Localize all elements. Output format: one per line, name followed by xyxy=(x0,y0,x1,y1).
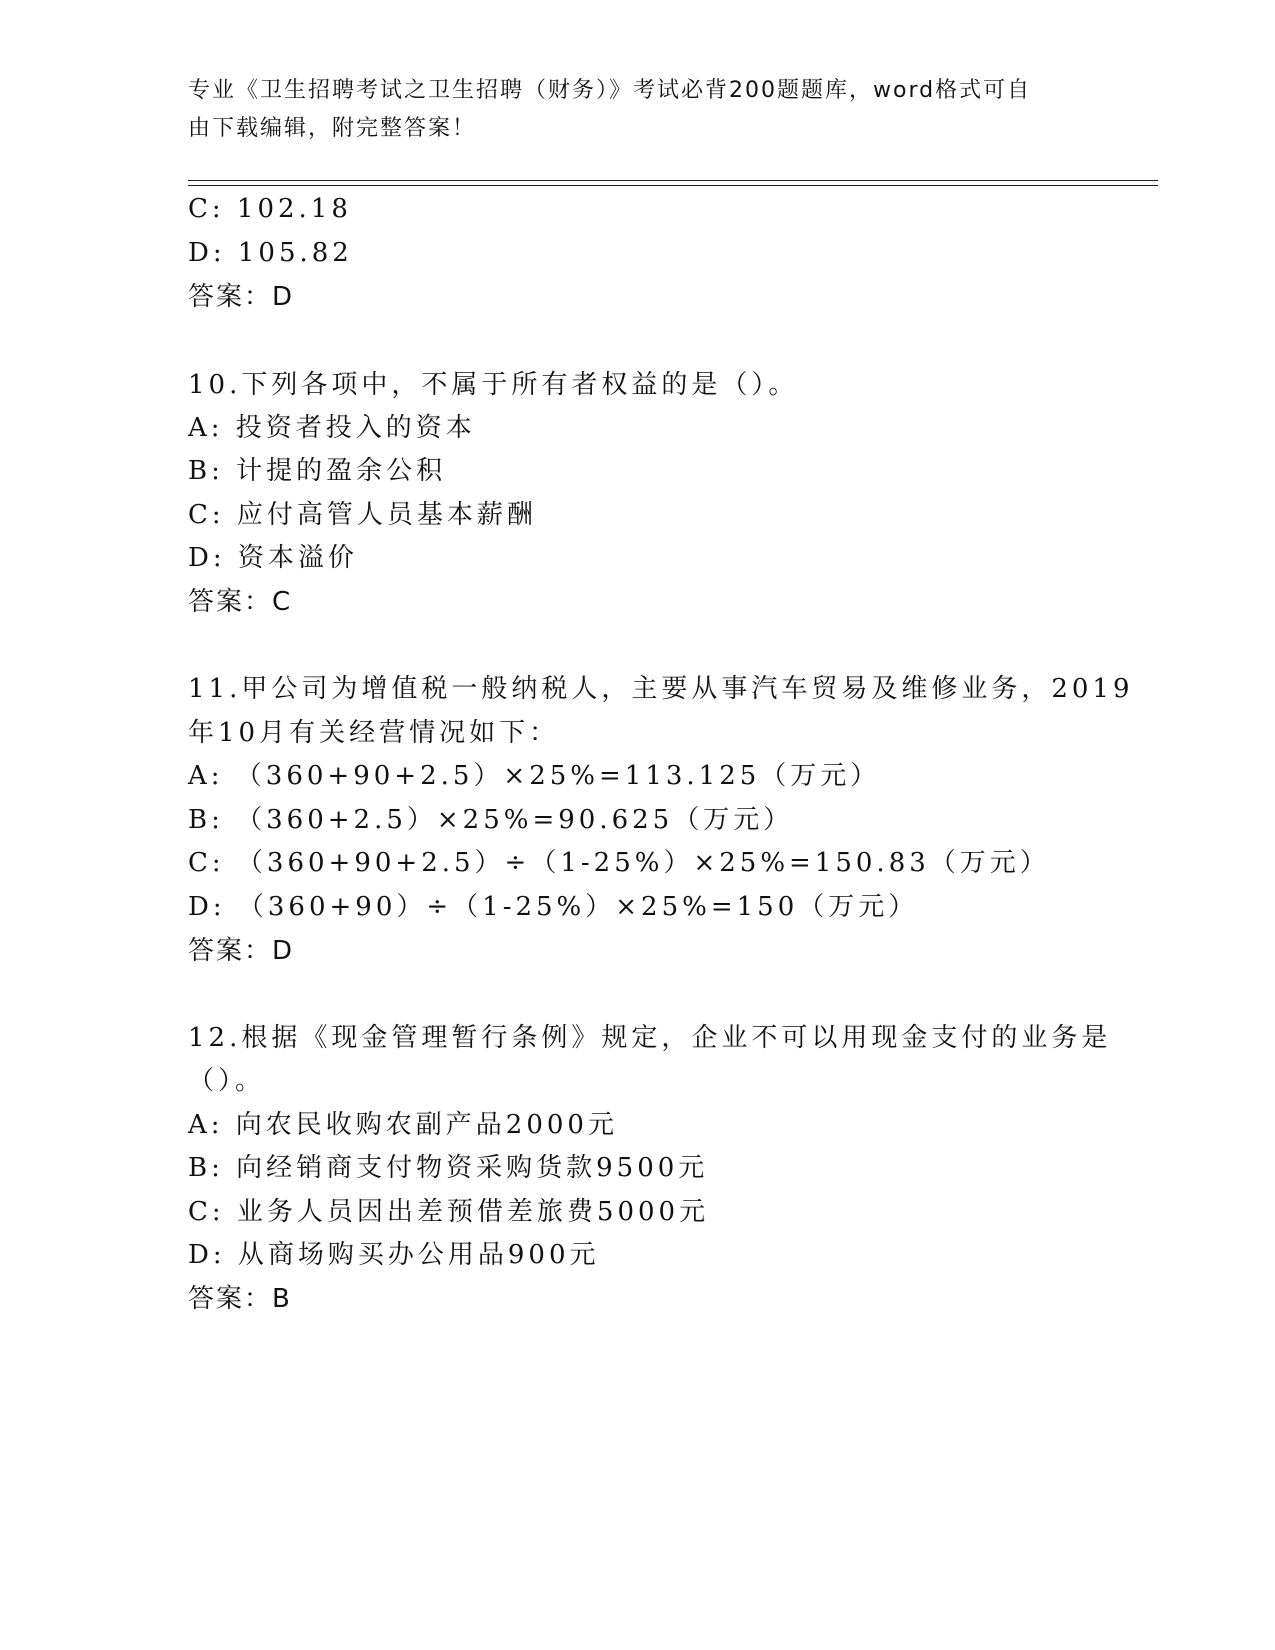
q12-option-c: C: 业务人员因出差预借差旅费5000元 xyxy=(188,1197,710,1227)
document-header xyxy=(188,72,1068,148)
q11-stem-line-1: 11.甲公司为增值税一般纳税人，主要从事汽车贸易及维修业务，2019 xyxy=(188,674,1134,704)
q11-stem-line-2: 年10月有关经营情况如下： xyxy=(188,718,560,748)
q9-option-c: C: 102.18 xyxy=(188,194,352,224)
q9-option-d: D: 105.82 xyxy=(188,238,353,268)
q12-stem-line-1: 12.根据《现金管理暂行条例》规定，企业不可以用现金支付的业务是 xyxy=(188,1023,1112,1053)
q12-option-a: A: 向农民收购农副产品2000元 xyxy=(188,1110,618,1140)
q12-option-b: B: 向经销商支付物资采购货款9500元 xyxy=(188,1153,709,1183)
q10-option-a: A: 投资者投入的资本 xyxy=(188,413,476,443)
q11-answer: 答案：D xyxy=(188,936,295,966)
q10-option-b: B: 计提的盈余公积 xyxy=(188,456,447,486)
q11-option-b: B: （360+2.5）×25%=90.625（万元） xyxy=(188,805,794,835)
header-divider-bottom xyxy=(188,185,1158,186)
header-divider-top xyxy=(188,180,1158,181)
q10-option-d: D: 资本溢价 xyxy=(188,543,358,573)
header-line-2: 由下载编辑，附完整答案！ xyxy=(188,116,477,141)
header-line-1: 专业《卫生招聘考试之卫生招聘（财务）》考试必背200题题库，word格式可自 xyxy=(188,78,1032,103)
q11-option-a: A: （360+90+2.5）×25%=113.125（万元） xyxy=(188,761,881,791)
q10-answer: 答案：C xyxy=(188,587,293,617)
q12-stem-line-2: （）。 xyxy=(188,1066,266,1096)
q9-answer: 答案：D xyxy=(188,282,295,312)
q11-option-d: D: （360+90）÷（1-25%）×25%=150（万元） xyxy=(188,892,919,922)
q12-answer: 答案：B xyxy=(188,1284,292,1314)
q10-option-c: C: 应付高管人员基本薪酬 xyxy=(188,500,537,530)
q11-option-c: C: （360+90+2.5）÷（1-25%）×25%=150.83（万元） xyxy=(188,848,1050,878)
q10-stem: 10.下列各项中，不属于所有者权益的是（）。 xyxy=(188,370,799,400)
q12-option-d: D: 从商场购买办公用品900元 xyxy=(188,1240,600,1270)
